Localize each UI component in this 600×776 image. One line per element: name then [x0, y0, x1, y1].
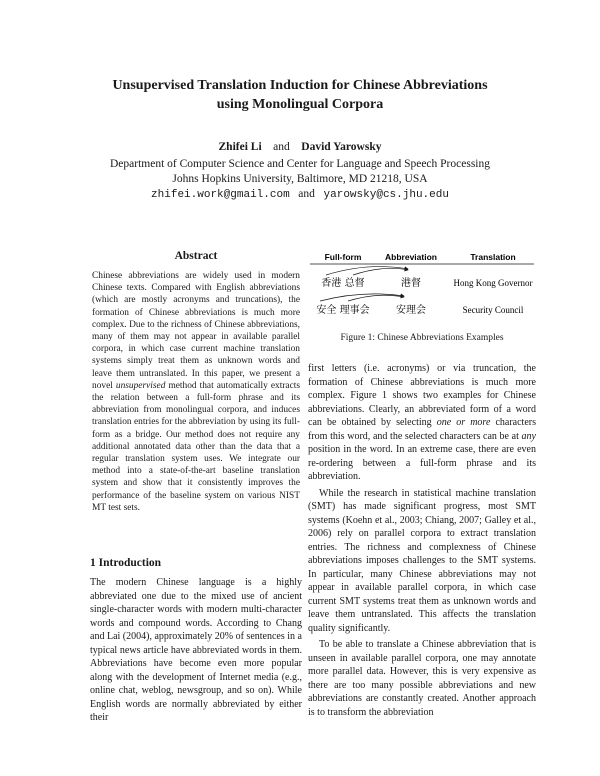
author-1: Zhifei Li	[218, 141, 262, 153]
affiliation-2: Johns Hopkins University, Baltimore, MD 21218, USA	[172, 173, 428, 185]
right-paragraph-2: While the research in statistical machine translation (SMT) has made significant progress, most SMT systems (Koehn et al., 2003; Chiang, 2007; Galley et al., 2006) rely on parallel corpora to extract translation entries. The richness and complexness of Chinese abbreviations imposes challenges to the SMT systems. In particular, many Chinese abbreviations may not appear in available parallel corpora, in which case current SMT systems treat them as unknown words and leave them untranslated. This affects the translation quality significantly.	[308, 487, 536, 634]
col-translation-header: Translation	[470, 252, 516, 262]
affiliation-1: Department of Computer Science and Center for Language and Speech Processing	[109, 158, 490, 170]
row2-abbreviation: 安理会	[396, 305, 426, 316]
right-p1-em2: any	[521, 430, 536, 442]
row2-translation: Security Council	[462, 305, 524, 315]
email-2: yarowsky@cs.jhu.edu	[323, 189, 449, 201]
emails-and: and	[298, 188, 315, 200]
right-p1-b: characters from this word, and the selected characters can be at	[308, 417, 536, 442]
abstract-text-b: method that automatically extracts the relation between a full-form phrase and its abbreviation from monolingual corpora, and induces translation entries for the abbreviation by using its full-form as a bridge. Our method does not require any additional annotated data other than the data that a regular translation system uses. We integrate our method into a state-of-the-art baseline translation system and show that it consistently improves the performance of the baseline system on various NIST MT test sets.	[92, 380, 300, 513]
figure-1	[308, 250, 536, 318]
row2-arrow-b	[348, 295, 404, 301]
right-paragraph-1	[308, 362, 536, 484]
author-block	[60, 140, 540, 203]
abstract-text	[92, 270, 300, 514]
title-line-1: Unsupervised Translation Induction for Chinese Abbreviations	[112, 78, 488, 93]
title-line-2: using Monolingual Corpora	[216, 97, 384, 112]
author-names	[60, 140, 540, 155]
right-column-text	[308, 362, 536, 719]
right-p1-a: first letters (i.e. acronyms) or via truncation, the formation of Chinese abbreviations is much more complex. Figure 1 shows two examples for Chinese abbreviations. Clearly, an abbreviated form of a word can be obtained by selecting	[308, 363, 536, 428]
author-2: David Yarowsky	[301, 141, 382, 153]
figure-1-graphic	[308, 250, 536, 318]
emails	[60, 187, 540, 203]
row1-arrow-b	[353, 268, 408, 275]
section-heading-introduction: 1 Introduction	[90, 557, 162, 569]
introduction-text: The modern Chinese language is a highly abbreviated one due to the mixed use of ancient single-character words with modern multi-character words and compound words. According to Chang and Lai (2004), approximately 20% of sentences in a typical news article have abbreviated words in them. Abbreviations have become even more popular along with the development of Internet media (e.g., online chat, weblog, newsgroup, and so on). While English words are normally abbreviated by either their	[90, 577, 302, 723]
right-p1-em1: one or more	[436, 417, 491, 428]
col-abbrev-header: Abbreviation	[385, 252, 437, 262]
row1-abbreviation: 港督	[401, 278, 421, 289]
abstract-emphasis: unsupervised	[115, 380, 166, 391]
abstract-text-a: Chinese abbreviations are widely used in modern Chinese texts. Compared with English abbreviations (which are mostly acronyms and truncations), the formation of Chinese abbreviations is much more complex. Due to the richness of Chinese abbreviations, many of them may not appear in available parallel corpora, in which case current machine translation systems simply treat them as unknown words and leave them untranslated. In this paper, we present a novel	[92, 271, 300, 391]
right-p1-c: position in the word. In an extreme case, there are even re-ordering between a full-form phrase and its abbreviation.	[308, 444, 536, 482]
paper-title	[60, 76, 540, 114]
col-fullform-header: Full-form	[324, 252, 362, 262]
figure-1-caption: Figure 1: Chinese Abbreviations Examples	[340, 333, 504, 343]
email-1: zhifei.work@gmail.com	[151, 189, 290, 201]
right-paragraph-3: To be able to translate a Chinese abbreviation that is unseen in available parallel corpora, one may annotate more parallel data. However, this is very expensive as there are too many possible abbreviations and new abbreviations are constantly created. Another approach is to transform the abbreviation	[308, 639, 536, 718]
and-word: and	[273, 141, 290, 153]
introduction-paragraph	[90, 576, 302, 725]
row1-fullform: 香港 总督	[321, 278, 365, 289]
row1-translation: Hong Kong Governor	[453, 278, 533, 288]
row2-fullform: 安全 理事会	[316, 305, 370, 316]
abstract-heading: Abstract	[174, 250, 218, 262]
